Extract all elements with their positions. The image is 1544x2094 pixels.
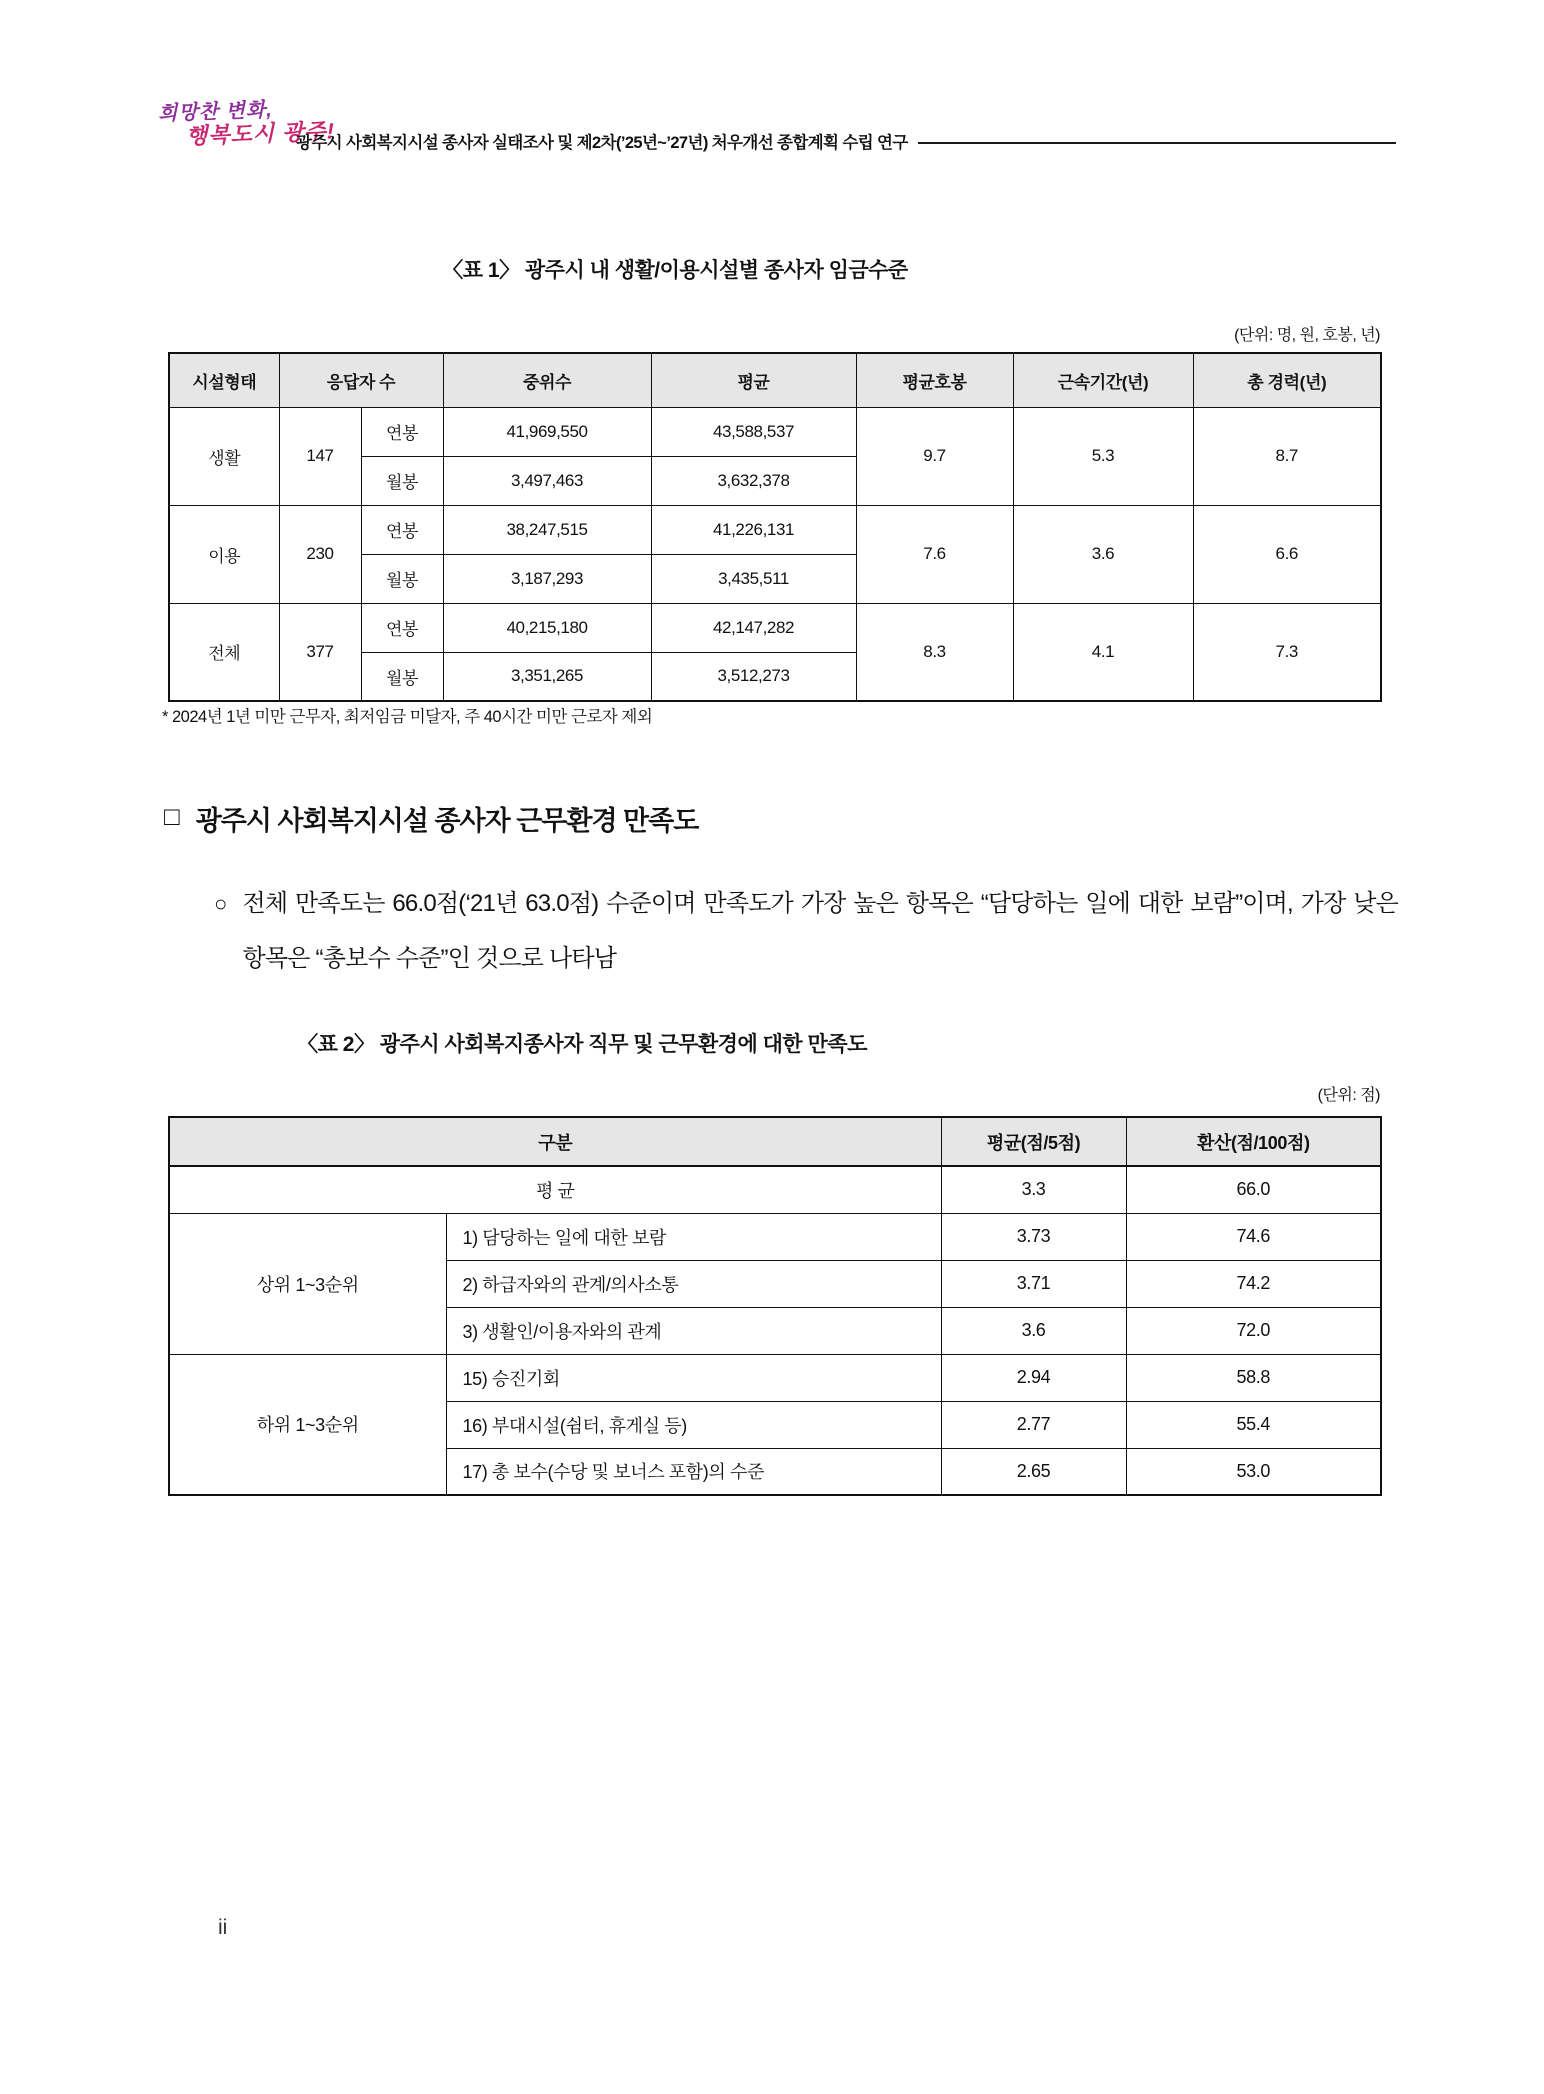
table-row [169, 603, 1381, 652]
avg-score-cell: 3.73 [941, 1213, 1126, 1260]
pay-type-cell: 월봉 [361, 554, 443, 603]
converted-score-cell: 74.2 [1126, 1260, 1381, 1307]
pay-type-cell: 연봉 [361, 603, 443, 652]
table-header-row [169, 1117, 1381, 1166]
respondent-count-cell: 230 [279, 505, 361, 603]
median-cell: 40,215,180 [443, 603, 651, 652]
facility-type-cell: 생활 [169, 407, 279, 505]
pay-type-cell: 월봉 [361, 652, 443, 701]
table2-caption: 〈표 2〉 광주시 사회복지종사자 직무 및 근무환경에 대한 만족도 [297, 1033, 867, 1056]
tenure-cell: 5.3 [1013, 407, 1193, 505]
item-name-cell: 16) 부대시설(쉼터, 휴게실 등) [446, 1401, 941, 1448]
running-header [296, 129, 1396, 153]
tenure-cell: 3.6 [1013, 505, 1193, 603]
column-header-avg5: 평균(점/5점) [941, 1117, 1126, 1166]
circle-bullet-icon: ○ [214, 891, 227, 916]
column-header-tenure: 근속기간(년) [1013, 353, 1193, 407]
mean-cell: 42,147,282 [651, 603, 856, 652]
item-name-cell: 17) 총 보수(수당 및 보너스 포함)의 수준 [446, 1448, 941, 1495]
converted-score-cell: 55.4 [1126, 1401, 1381, 1448]
facility-type-cell: 전체 [169, 603, 279, 701]
page-number: ii [218, 1916, 228, 1939]
avg-score-cell: 3.71 [941, 1260, 1126, 1307]
median-cell: 41,969,550 [443, 407, 651, 456]
mean-cell: 3,512,273 [651, 652, 856, 701]
column-header-respondents: 응답자 수 [279, 353, 443, 407]
table-row [169, 1354, 1381, 1401]
table-row [169, 1166, 1381, 1213]
mean-cell: 3,435,511 [651, 554, 856, 603]
header-rule [918, 142, 1396, 144]
avg-hobong-cell: 7.6 [856, 505, 1013, 603]
pay-type-cell: 월봉 [361, 456, 443, 505]
column-header-mean: 평균 [651, 353, 856, 407]
table2-unit-label: (단위: 점) [1317, 1087, 1380, 1104]
column-header-hobong: 평균호봉 [856, 353, 1013, 407]
median-cell: 3,497,463 [443, 456, 651, 505]
table-header-row [169, 353, 1381, 407]
avg-score-cell: 2.77 [941, 1401, 1126, 1448]
converted-score-cell: 66.0 [1126, 1166, 1381, 1213]
section-heading-text: 광주시 사회복지시설 종사자 근무환경 만족도 [195, 806, 699, 836]
group-label-cell: 하위 1~3순위 [169, 1354, 446, 1495]
respondent-count-cell: 147 [279, 407, 361, 505]
mean-cell: 41,226,131 [651, 505, 856, 554]
satisfaction-table [168, 1116, 1382, 1496]
square-bullet-icon: □ [164, 801, 179, 831]
column-header-conv100: 환산(점/100점) [1126, 1117, 1381, 1166]
logo-slogan-line1: 희망찬 변화, [157, 99, 274, 126]
converted-score-cell: 58.8 [1126, 1354, 1381, 1401]
career-cell: 7.3 [1193, 603, 1381, 701]
item-name-cell: 1) 담당하는 일에 대한 보람 [446, 1213, 941, 1260]
facility-type-cell: 이용 [169, 505, 279, 603]
table1-footnote: * 2024년 1년 미만 근무자, 최저임금 미달자, 주 40시간 미만 근로자 제외 [162, 708, 653, 726]
median-cell: 3,187,293 [443, 554, 651, 603]
group-label-cell: 상위 1~3순위 [169, 1213, 446, 1354]
pay-type-cell: 연봉 [361, 407, 443, 456]
converted-score-cell: 72.0 [1126, 1307, 1381, 1354]
career-cell: 8.7 [1193, 407, 1381, 505]
item-name-cell: 2) 하급자와의 관계/의사소통 [446, 1260, 941, 1307]
column-header-median: 중위수 [443, 353, 651, 407]
converted-score-cell: 74.6 [1126, 1213, 1381, 1260]
career-cell: 6.6 [1193, 505, 1381, 603]
table1-caption: 〈표 1〉 광주시 내 생활/이용시설별 종사자 임금수준 [442, 259, 908, 282]
table-row [169, 407, 1381, 456]
pay-type-cell: 연봉 [361, 505, 443, 554]
avg-hobong-cell: 9.7 [856, 407, 1013, 505]
mean-cell: 43,588,537 [651, 407, 856, 456]
avg-hobong-cell: 8.3 [856, 603, 1013, 701]
table1-unit-label: (단위: 명, 원, 호봉, 년) [1234, 327, 1380, 344]
column-header-career: 총 경력(년) [1193, 353, 1381, 407]
item-name-cell: 15) 승진기회 [446, 1354, 941, 1401]
wage-table [168, 352, 1382, 702]
avg-score-cell: 3.3 [941, 1166, 1126, 1213]
median-cell: 38,247,515 [443, 505, 651, 554]
column-header-category: 구분 [169, 1117, 941, 1166]
avg-score-cell: 2.94 [941, 1354, 1126, 1401]
item-name-cell: 3) 생활인/이용자와의 관계 [446, 1307, 941, 1354]
column-header-facility: 시설형태 [169, 353, 279, 407]
summary-bullet [214, 876, 1398, 986]
table-row [169, 505, 1381, 554]
avg-score-cell: 2.65 [941, 1448, 1126, 1495]
summary-bullet-text: 전체 만족도는 66.0점(‘21년 63.0점) 수준이며 만족도가 가장 높은 항목은 “담당하는 일에 대한 보람”이며, 가장 낮은 항목은 “총보수 수준”인 것으로 나타남 [242, 890, 1398, 972]
mean-cell: 3,632,378 [651, 456, 856, 505]
converted-score-cell: 53.0 [1126, 1448, 1381, 1495]
table-row [169, 1213, 1381, 1260]
median-cell: 3,351,265 [443, 652, 651, 701]
tenure-cell: 4.1 [1013, 603, 1193, 701]
average-label-cell: 평 균 [169, 1166, 941, 1213]
section-heading [164, 799, 698, 838]
avg-score-cell: 3.6 [941, 1307, 1126, 1354]
respondent-count-cell: 377 [279, 603, 361, 701]
logo-slogan-line2: 행복도시 광주! [185, 118, 336, 149]
document-title: 광주시 사회복지시설 종사자 실태조사 및 제2차(’25년~’27년) 처우개선 종합계획 수립 연구 [296, 134, 908, 152]
